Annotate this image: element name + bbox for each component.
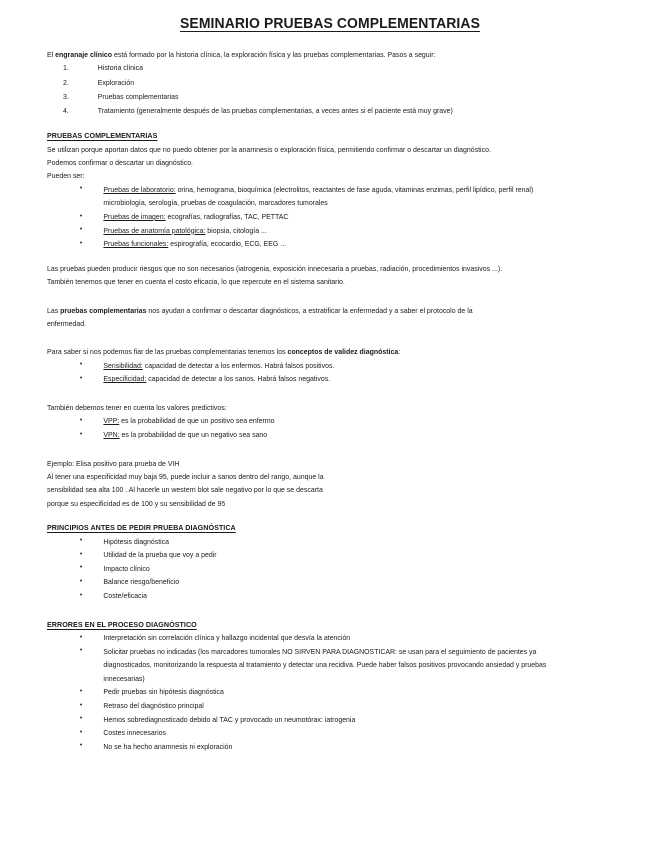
example-line-4: porque su especificidad es de 100 y su sensibilidad de 95 [47, 498, 226, 508]
bullet-icon: • [79, 564, 83, 572]
list-item [47, 183, 579, 210]
predictive-text: es la probabilidad de que un positivo sea enfermo [119, 416, 275, 426]
step-number: 2. [62, 77, 69, 87]
test-types-list [47, 183, 613, 251]
pruebas-paragraph-1: Se utilizan porque aportan datos que no puedo obtener por la anamnesis o exploración física, permitiendo confirmar o descartar un diagnóstico. [47, 144, 491, 154]
spacer [47, 386, 613, 401]
bullet-icon: • [79, 687, 83, 695]
bullet-icon: • [79, 550, 83, 558]
section-heading-principios: PRINCIPIOS ANTES DE PEDIR PRUEBA DIAGNÓSTICA [47, 523, 236, 533]
predictive-label: VPN: [103, 430, 120, 440]
error-text-cont: diagnosticados, monitorizando la respuesta al tratamiento y detectar una recidiva. Puede haber falsos positivos provocando ansiedad y pruebas [103, 660, 547, 670]
step-number: 1. [62, 63, 69, 73]
principio-text: Utilidad de la prueba que voy a pedir [103, 550, 217, 560]
step-text: Historia clínica [97, 63, 143, 73]
bullet-icon: • [79, 591, 83, 599]
validez-item-text: capacidad de detectar a los sanos. Habrá falsos negativos. [146, 374, 331, 384]
list-item [47, 740, 579, 754]
test-type-text: espirografía, ecocardio, ECG, EEG ... [168, 239, 287, 249]
error-text-cont-2: innecesarias) [103, 673, 145, 683]
example-line-1: Ejemplo: Elisa positivo para prueba de VIH [47, 458, 180, 468]
list-item [47, 699, 579, 713]
test-type-text: ecografías, radiografías, TAC, PETTAC [165, 212, 289, 222]
intro-steps-list [47, 61, 613, 118]
bullet-icon: • [79, 185, 83, 193]
principios-list [47, 535, 613, 603]
pruebas-paragraph-3: Pueden ser: [47, 171, 85, 181]
spacer [47, 330, 613, 345]
step-text: Pruebas complementarias [97, 91, 179, 101]
bullet-icon: • [79, 728, 83, 736]
error-text: No se ha hecho anamnesis ni exploración [103, 741, 233, 751]
validez-paragraph-1 [47, 304, 579, 317]
list-item [47, 210, 579, 224]
step-text: Exploración [97, 77, 135, 87]
error-text: Interpretación sin correlación clínica y hallazgo incidental que desvía la atención [103, 633, 351, 643]
bullet-icon: • [79, 742, 83, 750]
list-item [47, 76, 579, 90]
spacer [47, 442, 613, 457]
valores-predictivos-paragraph: También debemos tener en cuenta los valores predictivos: [47, 403, 227, 413]
step-number: 4. [62, 106, 69, 116]
test-type-label: Pruebas funcionales: [103, 239, 169, 249]
error-text: Pedir pruebas sin hipótesis diagnóstica [103, 687, 224, 697]
risks-paragraph-2: También tenemos que tener en cuenta el costo eficacia, lo que repercute en el sistema sanitario. [47, 277, 345, 287]
spacer [47, 118, 613, 129]
principio-text: Impacto clínico [103, 563, 150, 573]
list-item [47, 645, 579, 686]
validez-p1-prefix: Las [47, 305, 61, 315]
validez-item-label: Sensibilidad: [103, 360, 143, 370]
test-type-text-cont: microbiología, serología, pruebas de coagulación, marcadores tumorales [103, 198, 328, 208]
valores-predictivos-list [47, 414, 613, 441]
validez-p1-rest: nos ayudan a confirmar o descartar diagnósticos, a estratificar la enfermedad y a saber el protocolo de la [146, 305, 473, 315]
bullet-icon: • [79, 212, 83, 220]
principio-text: Coste/eficacia [103, 591, 148, 601]
bullet-icon: • [79, 374, 83, 382]
validez-item-label: Especificidad: [103, 374, 147, 384]
validez-p2-suffix: : [398, 347, 401, 357]
test-type-label: Pruebas de imagen: [103, 212, 166, 222]
predictive-label: VPP: [103, 416, 120, 426]
bullet-icon: • [79, 647, 83, 655]
error-text: Hemos sobrediagnosticado debido al TAC y provocado un neumotórax: iatrogenia [103, 714, 356, 724]
validez-item-text: capacidad de detectar a los enfermos. Habrá falsos positivos. [142, 360, 335, 370]
spacer [47, 603, 613, 618]
bullet-icon: • [79, 715, 83, 723]
error-text: Retraso del diagnóstico principal [103, 701, 204, 710]
errores-list [47, 631, 613, 753]
list-item [47, 237, 579, 251]
list-item [47, 90, 579, 104]
test-type-text: biopsia, citología ... [205, 225, 267, 235]
intro-lead-bold: engranaje clínico [55, 50, 113, 59]
list-item [47, 713, 579, 727]
bullet-icon: • [79, 239, 83, 247]
list-item [47, 726, 579, 740]
list-item [47, 61, 579, 75]
bullet-icon: • [79, 633, 83, 641]
validez-paragraph-1-cont: enfermedad. [47, 319, 87, 329]
spacer [47, 510, 613, 521]
list-item [47, 548, 579, 562]
test-type-text: orina, hemograma, bioquímica (electrolitos, reactantes de fase aguda, vitaminas enzimas, perfil lipídico, perfil renal) [175, 184, 534, 194]
bullet-icon: • [79, 361, 83, 369]
bullet-icon: • [79, 701, 83, 709]
list-item [47, 562, 579, 576]
list-item [47, 414, 579, 428]
principio-text: Hipótesis diagnóstica [103, 536, 170, 546]
list-item [47, 631, 579, 645]
test-type-label: Pruebas de laboratorio: [103, 184, 176, 194]
page-title: SEMINARIO PRUEBAS COMPLEMENTARIAS [180, 16, 480, 32]
document-body [47, 16, 613, 753]
spacer [47, 251, 613, 262]
list-item [47, 589, 579, 603]
list-item [47, 224, 579, 238]
validez-paragraph-2 [47, 345, 579, 358]
error-text: Costes innecesarios [103, 728, 166, 738]
example-line-3: sensibilidad sea alta 100 . Al hacerle un western blot sale negativo por lo que se descarta [47, 485, 323, 495]
validez-items-list [47, 359, 613, 386]
section-heading-pruebas-complementarias: PRUEBAS COMPLEMENTARIAS [47, 131, 158, 141]
validez-p2-prefix: Para saber si nos podemos fiar de las pruebas complementarias tenemos los [47, 347, 288, 357]
list-item [47, 685, 579, 699]
validez-p1-bold: pruebas complementarias [60, 305, 147, 315]
risks-paragraph-1: Las pruebas pueden producir riesgos que no son necesarios (iatrogenia, exposición innecesaria a pruebas, radiación, procedimientos invasivos ...). [47, 263, 503, 273]
step-text: Tratamiento (generalmente después de las pruebas complementarias, a veces antes si el paciente está muy grave) [97, 106, 453, 116]
list-item [47, 535, 579, 549]
intro-lead-rest: está formado por la historia clínica, la exploración física y las pruebas complementarias. Pasos a seguir: [112, 50, 436, 59]
section-heading-errores: ERRORES EN EL PROCESO DIAGNÓSTICO [47, 619, 197, 629]
principio-text: Balance riesgo/beneficio [103, 577, 180, 587]
bullet-icon: • [79, 430, 83, 438]
intro-lead [47, 48, 579, 61]
bullet-icon: • [79, 577, 83, 585]
error-text: Solicitar pruebas no indicadas (los marcadores tumorales NO SIRVEN PARA DIAGNOSTICAR: se usan para el seguimiento de pacientes ya [103, 646, 537, 656]
list-item [47, 359, 579, 373]
bullet-icon: • [79, 226, 83, 234]
list-item [47, 372, 579, 386]
list-item [47, 575, 579, 589]
spacer [47, 289, 613, 304]
test-type-label: Pruebas de anatomía patológica: [103, 225, 206, 235]
pruebas-paragraph-2: Podemos confirmar o descartar un diagnóstico. [47, 158, 194, 168]
list-item [47, 428, 579, 442]
bullet-icon: • [79, 537, 83, 545]
bullet-icon: • [79, 416, 83, 424]
predictive-text: es la probabilidad de que un negativo sea sano [119, 430, 268, 440]
step-number: 3. [62, 91, 69, 101]
intro-lead-prefix: El [47, 50, 56, 59]
list-item [47, 104, 579, 118]
validez-p2-bold: conceptos de validez diagnóstica [287, 347, 399, 357]
example-line-2: Al tener una especificidad muy baja 95, puede incluir a sanos dentro del rango, aunque la [47, 472, 324, 482]
